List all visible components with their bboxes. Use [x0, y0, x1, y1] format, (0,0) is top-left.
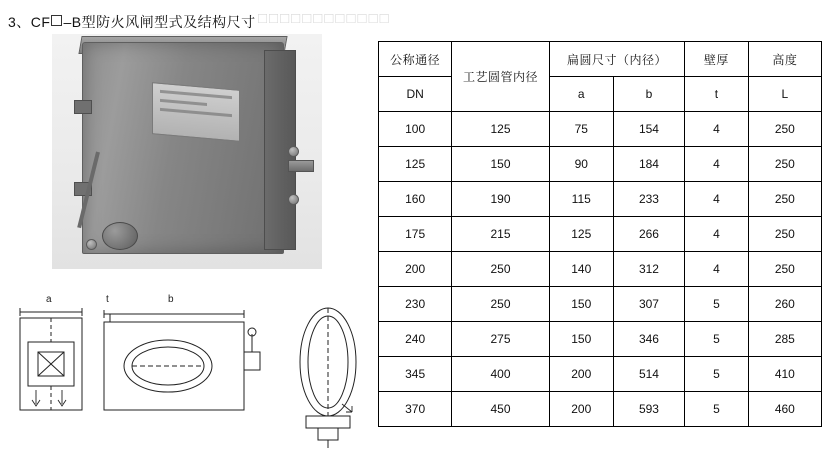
- cell-b: 346: [613, 322, 684, 357]
- drawing-dim-label-a: a: [46, 294, 52, 305]
- cell-t: 4: [685, 217, 748, 252]
- cell-dn: 125: [379, 147, 452, 182]
- nameplate-line: [160, 90, 232, 99]
- section-heading-prefix: 3、CF: [8, 14, 51, 30]
- cell-l: 250: [748, 217, 821, 252]
- cell-b: 266: [613, 217, 684, 252]
- drawing-dim-label-t: t: [106, 294, 109, 305]
- cell-pipe-id: 275: [452, 322, 549, 357]
- cell-pipe-id: 250: [452, 252, 549, 287]
- cell-l: 460: [748, 392, 821, 427]
- table-row: [379, 217, 822, 252]
- table-header-row-1: [379, 42, 822, 77]
- cell-b: 184: [613, 147, 684, 182]
- table-row: [379, 287, 822, 322]
- cell-a: 125: [549, 217, 613, 252]
- cell-b: 233: [613, 182, 684, 217]
- cell-dn: 240: [379, 322, 452, 357]
- table-row: [379, 147, 822, 182]
- cell-b: 312: [613, 252, 684, 287]
- scan-artifact-text: □□□□□□□□□□□□: [258, 10, 391, 27]
- cell-t: 4: [685, 112, 748, 147]
- header-a: a: [549, 77, 613, 112]
- cell-a: 90: [549, 147, 613, 182]
- cell-l: 410: [748, 357, 821, 392]
- cell-dn: 370: [379, 392, 452, 427]
- header-l: L: [748, 77, 821, 112]
- header-height: 高度: [748, 42, 821, 77]
- specification-table-wrapper: [378, 41, 822, 427]
- cell-b: 593: [613, 392, 684, 427]
- table-row: [379, 112, 822, 147]
- table-row: [379, 252, 822, 287]
- cell-dn: 175: [379, 217, 452, 252]
- header-pipe-inner-diameter: 工艺圆管内径: [452, 42, 549, 112]
- table-head: [379, 42, 822, 112]
- cell-b: 307: [613, 287, 684, 322]
- device-hinge: [74, 100, 92, 114]
- header-t: t: [685, 77, 748, 112]
- cell-pipe-id: 125: [452, 112, 549, 147]
- section-heading: [8, 12, 256, 32]
- cell-pipe-id: 215: [452, 217, 549, 252]
- cell-pipe-id: 190: [452, 182, 549, 217]
- cell-t: 5: [685, 322, 748, 357]
- header-dn: DN: [379, 77, 452, 112]
- cell-t: 5: [685, 357, 748, 392]
- cell-l: 250: [748, 252, 821, 287]
- nameplate-line: [160, 99, 207, 106]
- cell-t: 4: [685, 182, 748, 217]
- cell-a: 115: [549, 182, 613, 217]
- device-bolt: [288, 194, 299, 205]
- header-oval-size: 扁圆尺寸（内径）: [549, 42, 684, 77]
- cell-a: 150: [549, 322, 613, 357]
- technical-drawings: [6, 290, 366, 455]
- header-wall-thickness: 壁厚: [685, 42, 748, 77]
- cell-a: 200: [549, 392, 613, 427]
- cell-t: 4: [685, 252, 748, 287]
- cell-l: 260: [748, 287, 821, 322]
- cell-pipe-id: 450: [452, 392, 549, 427]
- cell-t: 4: [685, 147, 748, 182]
- cell-l: 250: [748, 182, 821, 217]
- header-b: b: [613, 77, 684, 112]
- device-handle-knob: [102, 222, 138, 250]
- cell-a: 140: [549, 252, 613, 287]
- cell-l: 250: [748, 112, 821, 147]
- device-bolt: [288, 146, 299, 157]
- section-heading-suffix: –B型防火风闸型式及结构尺寸: [63, 14, 256, 30]
- table-row: [379, 392, 822, 427]
- cell-l: 250: [748, 147, 821, 182]
- nameplate-line: [160, 108, 232, 117]
- device-nameplate: [152, 82, 240, 142]
- cell-a: 150: [549, 287, 613, 322]
- table-row: [379, 182, 822, 217]
- cell-b: 154: [613, 112, 684, 147]
- table-row: [379, 322, 822, 357]
- device-duct-stub: [288, 160, 314, 172]
- cell-dn: 345: [379, 357, 452, 392]
- specification-table: [378, 41, 822, 427]
- table-header-row-2: [379, 77, 822, 112]
- placeholder-box-icon: [51, 15, 62, 26]
- cell-pipe-id: 400: [452, 357, 549, 392]
- header-nominal-diameter: 公称通径: [379, 42, 452, 77]
- cell-dn: 230: [379, 287, 452, 322]
- drawing-dim-label-b: b: [168, 294, 174, 305]
- cell-dn: 100: [379, 112, 452, 147]
- cell-dn: 200: [379, 252, 452, 287]
- cell-t: 5: [685, 287, 748, 322]
- cell-a: 75: [549, 112, 613, 147]
- product-photo: [52, 34, 322, 269]
- cell-a: 200: [549, 357, 613, 392]
- cell-t: 5: [685, 392, 748, 427]
- cell-dn: 160: [379, 182, 452, 217]
- drawings-svg: [6, 290, 366, 455]
- table-body: [379, 112, 822, 427]
- cell-pipe-id: 150: [452, 147, 549, 182]
- cell-l: 285: [748, 322, 821, 357]
- device-bolt: [86, 239, 97, 250]
- cell-pipe-id: 250: [452, 287, 549, 322]
- cell-b: 514: [613, 357, 684, 392]
- table-row: [379, 357, 822, 392]
